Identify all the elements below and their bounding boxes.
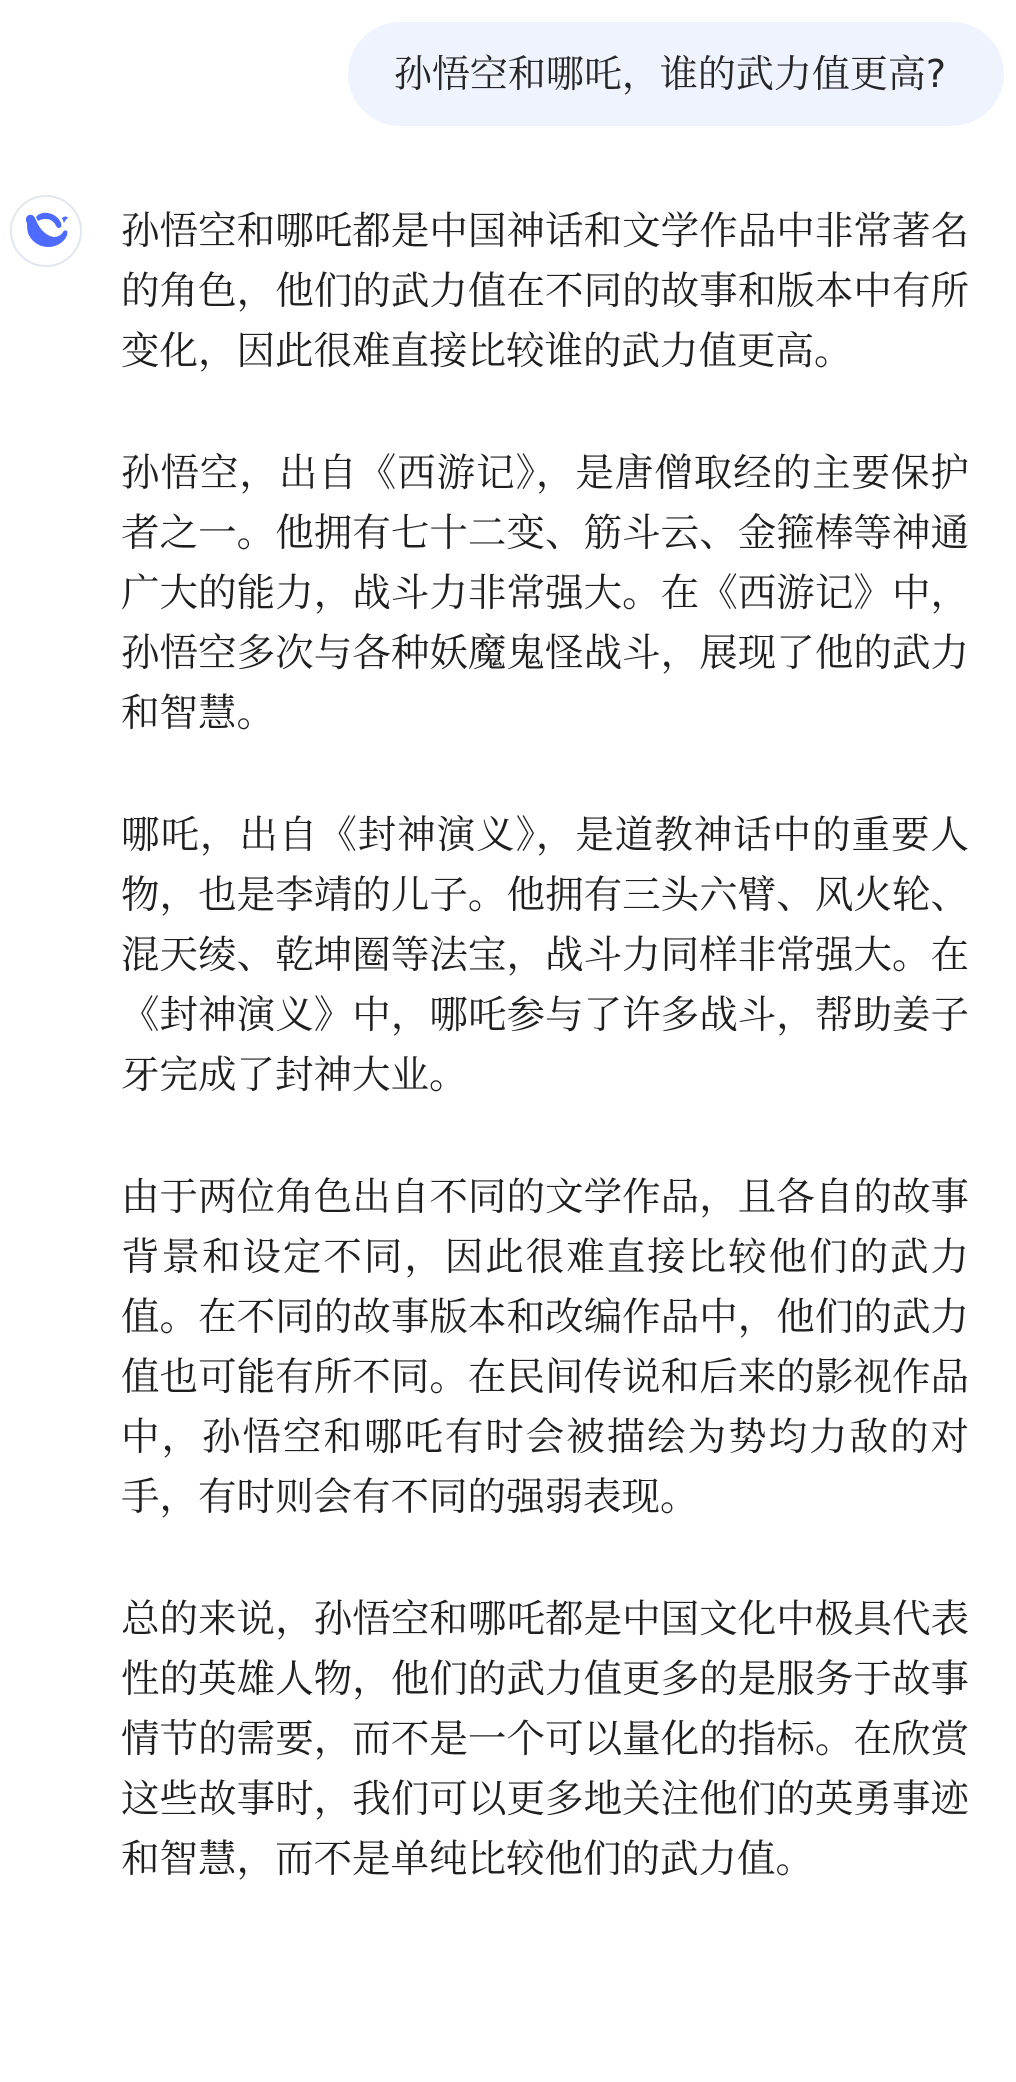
assistant-answer [121,202,969,1890]
answer-paragraph-3: 哪吒，出自《封神演义》，是道教神话中的重要人物，也是李靖的儿子。他拥有三头六臂、风火轮、混天绫、乾坤圈等法宝，战斗力同样非常强大。在《封神演义》中，哪吒参与了许多战斗，帮助姜子牙完成了封神大业。 [121,813,969,1098]
answer-paragraph-5: 总的来说，孙悟空和哪吒都是中国文化中极具代表性的英雄人物，他们的武力值更多的是服务于故事情节的需要，而不是一个可以量化的指标。在欣赏这些故事时，我们可以更多地关注他们的英勇事迹和智慧，而不是单纯比较他们的武力值。 [121,1597,969,1882]
answer-paragraph-2: 孙悟空，出自《西游记》，是唐僧取经的主要保护者之一。他拥有七十二变、筋斗云、金箍棒等神通广大的能力，战斗力非常强大。在《西游记》中，孙悟空多次与各种妖魔鬼怪战斗，展现了他的武力和智慧。 [121,451,969,736]
user-message-bubble[interactable]: 孙悟空和哪吒，谁的武力值更高? [348,22,1004,126]
assistant-avatar [10,195,82,267]
whale-logo-icon [21,206,71,256]
answer-paragraph-4: 由于两位角色出自不同的文学作品，且各自的故事背景和设定不同，因此很难直接比较他们的武力值。在不同的故事版本和改编作品中，他们的武力值也可能有所不同。在民间传说和后来的影视作品中，孙悟空和哪吒有时会被描绘为势均力敌的对手，有时则会有不同的强弱表现。 [121,1175,969,1520]
answer-paragraph-1: 孙悟空和哪吒都是中国神话和文学作品中非常著名的角色，他们的武力值在不同的故事和版本中有所变化，因此很难直接比较谁的武力值更高。 [121,209,969,374]
user-message-row [348,22,1004,126]
